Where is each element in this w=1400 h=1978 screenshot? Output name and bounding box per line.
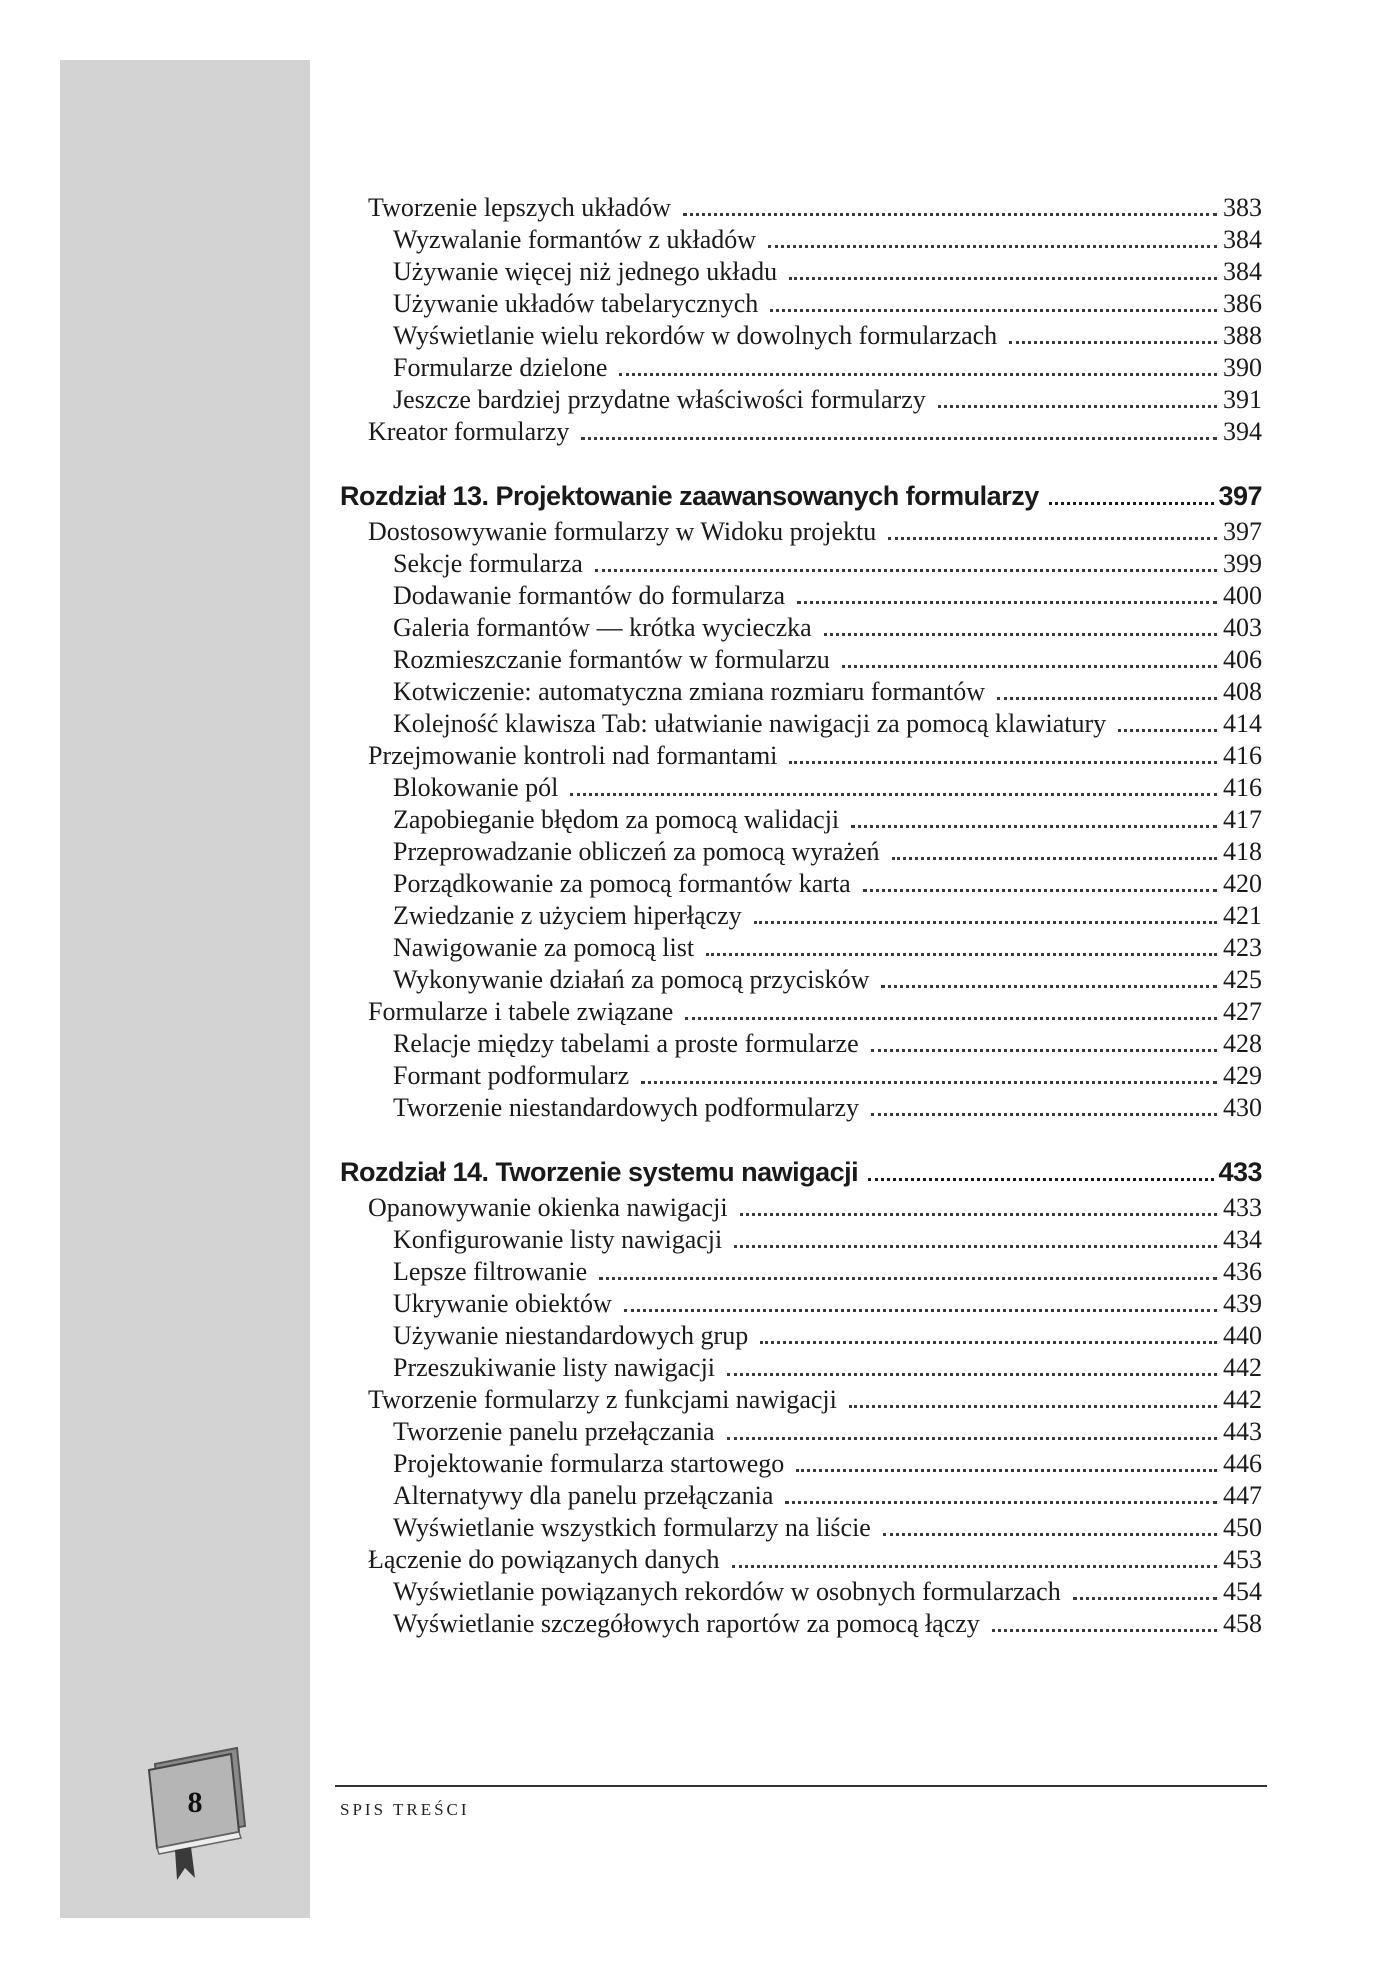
toc-entry-page: 450 [1223, 1513, 1262, 1542]
page-number: 8 [187, 1786, 203, 1819]
toc-entry-title: Porządkowanie za pomocą formantów karta [393, 869, 851, 898]
dot-leader [992, 1629, 1217, 1632]
dot-leader [871, 1113, 1217, 1116]
toc-entry-page: 400 [1223, 581, 1262, 610]
toc-entry-page: 442 [1223, 1385, 1262, 1414]
footer-rule [335, 1785, 1267, 1787]
toc-entry-title: Blokowanie pól [393, 773, 559, 802]
toc-entry-page: 423 [1223, 933, 1262, 962]
toc-entry-page: 386 [1223, 289, 1262, 318]
toc-subsection-entry [340, 1480, 1262, 1512]
dot-leader [727, 1373, 1217, 1376]
dot-leader [754, 921, 1217, 924]
dot-leader [570, 793, 1217, 796]
toc-entry-page: 416 [1223, 773, 1262, 802]
toc-subsection-entry [340, 836, 1262, 868]
toc-entry-title: Tworzenie formularzy z funkcjami nawigacji [368, 1385, 837, 1414]
toc-entry-title: Dodawanie formantów do formularza [393, 581, 786, 610]
toc-entry-page: 408 [1223, 677, 1262, 706]
toc-subsection-entry [340, 1512, 1262, 1544]
toc-section-entry [340, 516, 1262, 548]
toc-chapter-heading [340, 476, 1262, 516]
toc-subsection-entry [340, 1028, 1262, 1060]
toc-subsection-entry [340, 964, 1262, 996]
toc-entry-page: 414 [1223, 709, 1262, 738]
toc-entry-title: Galeria formantów — krótka wycieczka [393, 613, 812, 642]
toc-entry-title: Formularze dzielone [393, 353, 608, 382]
dot-leader [851, 825, 1217, 828]
toc-entry-page: 383 [1223, 193, 1262, 222]
toc-entry-title: Alternatywy dla panelu przełączania [393, 1481, 774, 1510]
toc-entry-title: Formant podformularz [393, 1061, 630, 1090]
toc-subsection-entry [340, 1416, 1262, 1448]
toc-entry-title: Opanowywanie okienka nawigacji [368, 1193, 728, 1222]
toc-subsection-entry [340, 900, 1262, 932]
toc-entry-title: Relacje między tabelami a proste formularze [393, 1029, 859, 1058]
dot-leader [938, 405, 1217, 408]
toc-entry-page: 433 [1218, 1157, 1262, 1187]
table-of-contents [340, 192, 1262, 1640]
toc-chapter-heading [340, 1152, 1262, 1192]
toc-entry-page: 397 [1223, 517, 1262, 546]
dot-leader [789, 761, 1217, 764]
dot-leader [734, 1245, 1217, 1248]
dot-leader [789, 277, 1217, 280]
toc-section-entry [340, 192, 1262, 224]
toc-subsection-entry [340, 580, 1262, 612]
toc-entry-title: Nawigowanie za pomocą list [393, 933, 695, 962]
dot-leader [599, 1277, 1217, 1280]
dot-leader [1009, 341, 1217, 344]
toc-entry-page: 394 [1223, 417, 1262, 446]
footer-section-title: SPIS TREŚCI [340, 1800, 470, 1819]
dot-leader [641, 1081, 1217, 1084]
dot-leader [727, 1437, 1217, 1440]
toc-subsection-entry [340, 256, 1262, 288]
toc-entry-title: Kolejność klawisza Tab: ułatwianie nawigacji za pomocą klawiatury [393, 709, 1107, 738]
toc-entry-page: 425 [1223, 965, 1262, 994]
toc-entry-page: 453 [1223, 1545, 1262, 1574]
toc-entry-title: Wyświetlanie powiązanych rekordów w osobnych formularzach [393, 1577, 1061, 1606]
toc-entry-title: Łączenie do powiązanych danych [368, 1545, 720, 1574]
dot-leader [685, 1017, 1217, 1020]
toc-entry-page: 433 [1223, 1193, 1262, 1222]
toc-section-entry [340, 1384, 1262, 1416]
toc-entry-page: 429 [1223, 1061, 1262, 1090]
toc-entry-title: Używanie układów tabelarycznych [393, 289, 759, 318]
toc-entry-page: 443 [1223, 1417, 1262, 1446]
toc-entry-title: Jeszcze bardziej przydatne właściwości formularzy [393, 385, 926, 414]
toc-subsection-entry [340, 612, 1262, 644]
dot-leader [871, 1049, 1217, 1052]
toc-entry-title: Dostosowywanie formularzy w Widoku projektu [368, 517, 877, 546]
dot-leader [892, 857, 1217, 860]
toc-entry-title: Zapobieganie błędom za pomocą walidacji [393, 805, 840, 834]
toc-entry-title: Wyzwalanie formantów z układów [393, 225, 757, 254]
toc-entry-page: 421 [1223, 901, 1262, 930]
toc-entry-page: 440 [1223, 1321, 1262, 1350]
toc-entry-title: Używanie więcej niż jednego układu [393, 257, 778, 286]
dot-leader [1049, 502, 1215, 505]
dot-leader [760, 1341, 1217, 1344]
toc-section-entry [340, 1192, 1262, 1224]
page-sidebar-band [60, 60, 310, 1918]
toc-entry-title: Rozdział 14. Tworzenie systemu nawigacji [340, 1157, 859, 1187]
toc-entry-page: 434 [1223, 1225, 1262, 1254]
toc-subsection-entry [340, 1352, 1262, 1384]
dot-leader [785, 1501, 1217, 1504]
dot-leader [842, 665, 1217, 668]
toc-entry-title: Formularze i tabele związane [368, 997, 674, 1026]
toc-entry-page: 436 [1223, 1257, 1262, 1286]
dot-leader [863, 889, 1217, 892]
toc-subsection-entry [340, 320, 1262, 352]
toc-subsection-entry [340, 1060, 1262, 1092]
toc-entry-title: Sekcje formularza [393, 549, 583, 578]
toc-entry-page: 384 [1223, 257, 1262, 286]
toc-section-entry [340, 996, 1262, 1028]
toc-entry-page: 416 [1223, 741, 1262, 770]
toc-entry-page: 406 [1223, 645, 1262, 674]
toc-entry-page: 454 [1223, 1577, 1262, 1606]
dot-leader [797, 601, 1217, 604]
dot-leader [849, 1405, 1217, 1408]
toc-entry-page: 458 [1223, 1609, 1262, 1638]
toc-entry-page: 403 [1223, 613, 1262, 642]
toc-entry-title: Przejmowanie kontroli nad formantami [368, 741, 778, 770]
toc-subsection-entry [340, 1288, 1262, 1320]
toc-entry-title: Wyświetlanie wszystkich formularzy na liście [393, 1513, 871, 1542]
toc-entry-page: 417 [1223, 805, 1262, 834]
toc-entry-page: 384 [1223, 225, 1262, 254]
toc-entry-page: 439 [1223, 1289, 1262, 1318]
toc-subsection-entry [340, 352, 1262, 384]
dot-leader [595, 569, 1217, 572]
toc-entry-title: Wyświetlanie szczegółowych raportów za pomocą łączy [393, 1609, 980, 1638]
toc-subsection-entry [340, 548, 1262, 580]
dot-leader [888, 537, 1217, 540]
toc-entry-title: Tworzenie niestandardowych podformularzy [393, 1093, 860, 1122]
toc-entry-page: 388 [1223, 321, 1262, 350]
dot-leader [740, 1213, 1217, 1216]
toc-subsection-entry [340, 288, 1262, 320]
toc-entry-title: Kreator formularzy [368, 417, 570, 446]
toc-entry-title: Lepsze filtrowanie [393, 1257, 588, 1286]
toc-entry-page: 397 [1218, 481, 1262, 511]
dot-leader [581, 437, 1217, 440]
toc-subsection-entry [340, 772, 1262, 804]
toc-subsection-entry [340, 384, 1262, 416]
dot-leader [770, 309, 1217, 312]
toc-subsection-entry [340, 1608, 1262, 1640]
toc-entry-title: Wykonywanie działań za pomocą przycisków [393, 965, 870, 994]
dot-leader [881, 985, 1217, 988]
toc-subsection-entry [340, 1256, 1262, 1288]
toc-subsection-entry [340, 1224, 1262, 1256]
toc-entry-title: Wyświetlanie wielu rekordów w dowolnych formularzach [393, 321, 998, 350]
dot-leader [824, 633, 1217, 636]
toc-subsection-entry [340, 708, 1262, 740]
toc-entry-title: Ukrywanie obiektów [393, 1289, 612, 1318]
dot-leader [1073, 1597, 1217, 1600]
toc-entry-page: 428 [1223, 1029, 1262, 1058]
toc-entry-page: 418 [1223, 837, 1262, 866]
toc-entry-title: Rozmieszczanie formantów w formularzu [393, 645, 830, 674]
dot-leader [796, 1469, 1217, 1472]
toc-entry-page: 446 [1223, 1449, 1262, 1478]
toc-entry-title: Przeszukiwanie listy nawigacji [393, 1353, 716, 1382]
page-number-book-icon [145, 1742, 250, 1882]
toc-section-entry [340, 416, 1262, 448]
toc-entry-title: Tworzenie lepszych układów [368, 193, 671, 222]
toc-entry-title: Zwiedzanie z użyciem hiperłączy [393, 901, 742, 930]
dot-leader [1118, 729, 1217, 732]
toc-entry-title: Projektowanie formularza startowego [393, 1449, 785, 1478]
toc-subsection-entry [340, 224, 1262, 256]
toc-entry-page: 447 [1223, 1481, 1262, 1510]
dot-leader [883, 1533, 1217, 1536]
toc-entry-title: Używanie niestandardowych grup [393, 1321, 749, 1350]
toc-entry-title: Przeprowadzanie obliczeń za pomocą wyrażeń [393, 837, 880, 866]
toc-entry-page: 399 [1223, 549, 1262, 578]
dot-leader [868, 1178, 1214, 1181]
toc-subsection-entry [340, 676, 1262, 708]
dot-leader [624, 1309, 1217, 1312]
toc-subsection-entry [340, 1092, 1262, 1124]
toc-entry-title: Konfigurowanie listy nawigacji [393, 1225, 723, 1254]
toc-subsection-entry [340, 644, 1262, 676]
toc-subsection-entry [340, 868, 1262, 900]
toc-entry-page: 442 [1223, 1353, 1262, 1382]
dot-leader [997, 697, 1217, 700]
toc-entry-title: Tworzenie panelu przełączania [393, 1417, 715, 1446]
toc-entry-title: Rozdział 13. Projektowanie zaawansowanych formularzy [340, 481, 1039, 511]
toc-subsection-entry [340, 1448, 1262, 1480]
toc-section-entry [340, 740, 1262, 772]
toc-entry-page: 391 [1223, 385, 1262, 414]
dot-leader [768, 245, 1217, 248]
toc-entry-title: Kotwiczenie: automatyczna zmiana rozmiaru formantów [393, 677, 985, 706]
toc-subsection-entry [340, 1320, 1262, 1352]
dot-leader [732, 1565, 1217, 1568]
toc-entry-page: 420 [1223, 869, 1262, 898]
toc-entry-page: 427 [1223, 997, 1262, 1026]
toc-subsection-entry [340, 1576, 1262, 1608]
toc-subsection-entry [340, 932, 1262, 964]
toc-section-entry [340, 1544, 1262, 1576]
dot-leader [619, 373, 1217, 376]
dot-leader [706, 953, 1217, 956]
toc-entry-page: 390 [1223, 353, 1262, 382]
toc-entry-page: 430 [1223, 1093, 1262, 1122]
toc-subsection-entry [340, 804, 1262, 836]
dot-leader [683, 213, 1217, 216]
